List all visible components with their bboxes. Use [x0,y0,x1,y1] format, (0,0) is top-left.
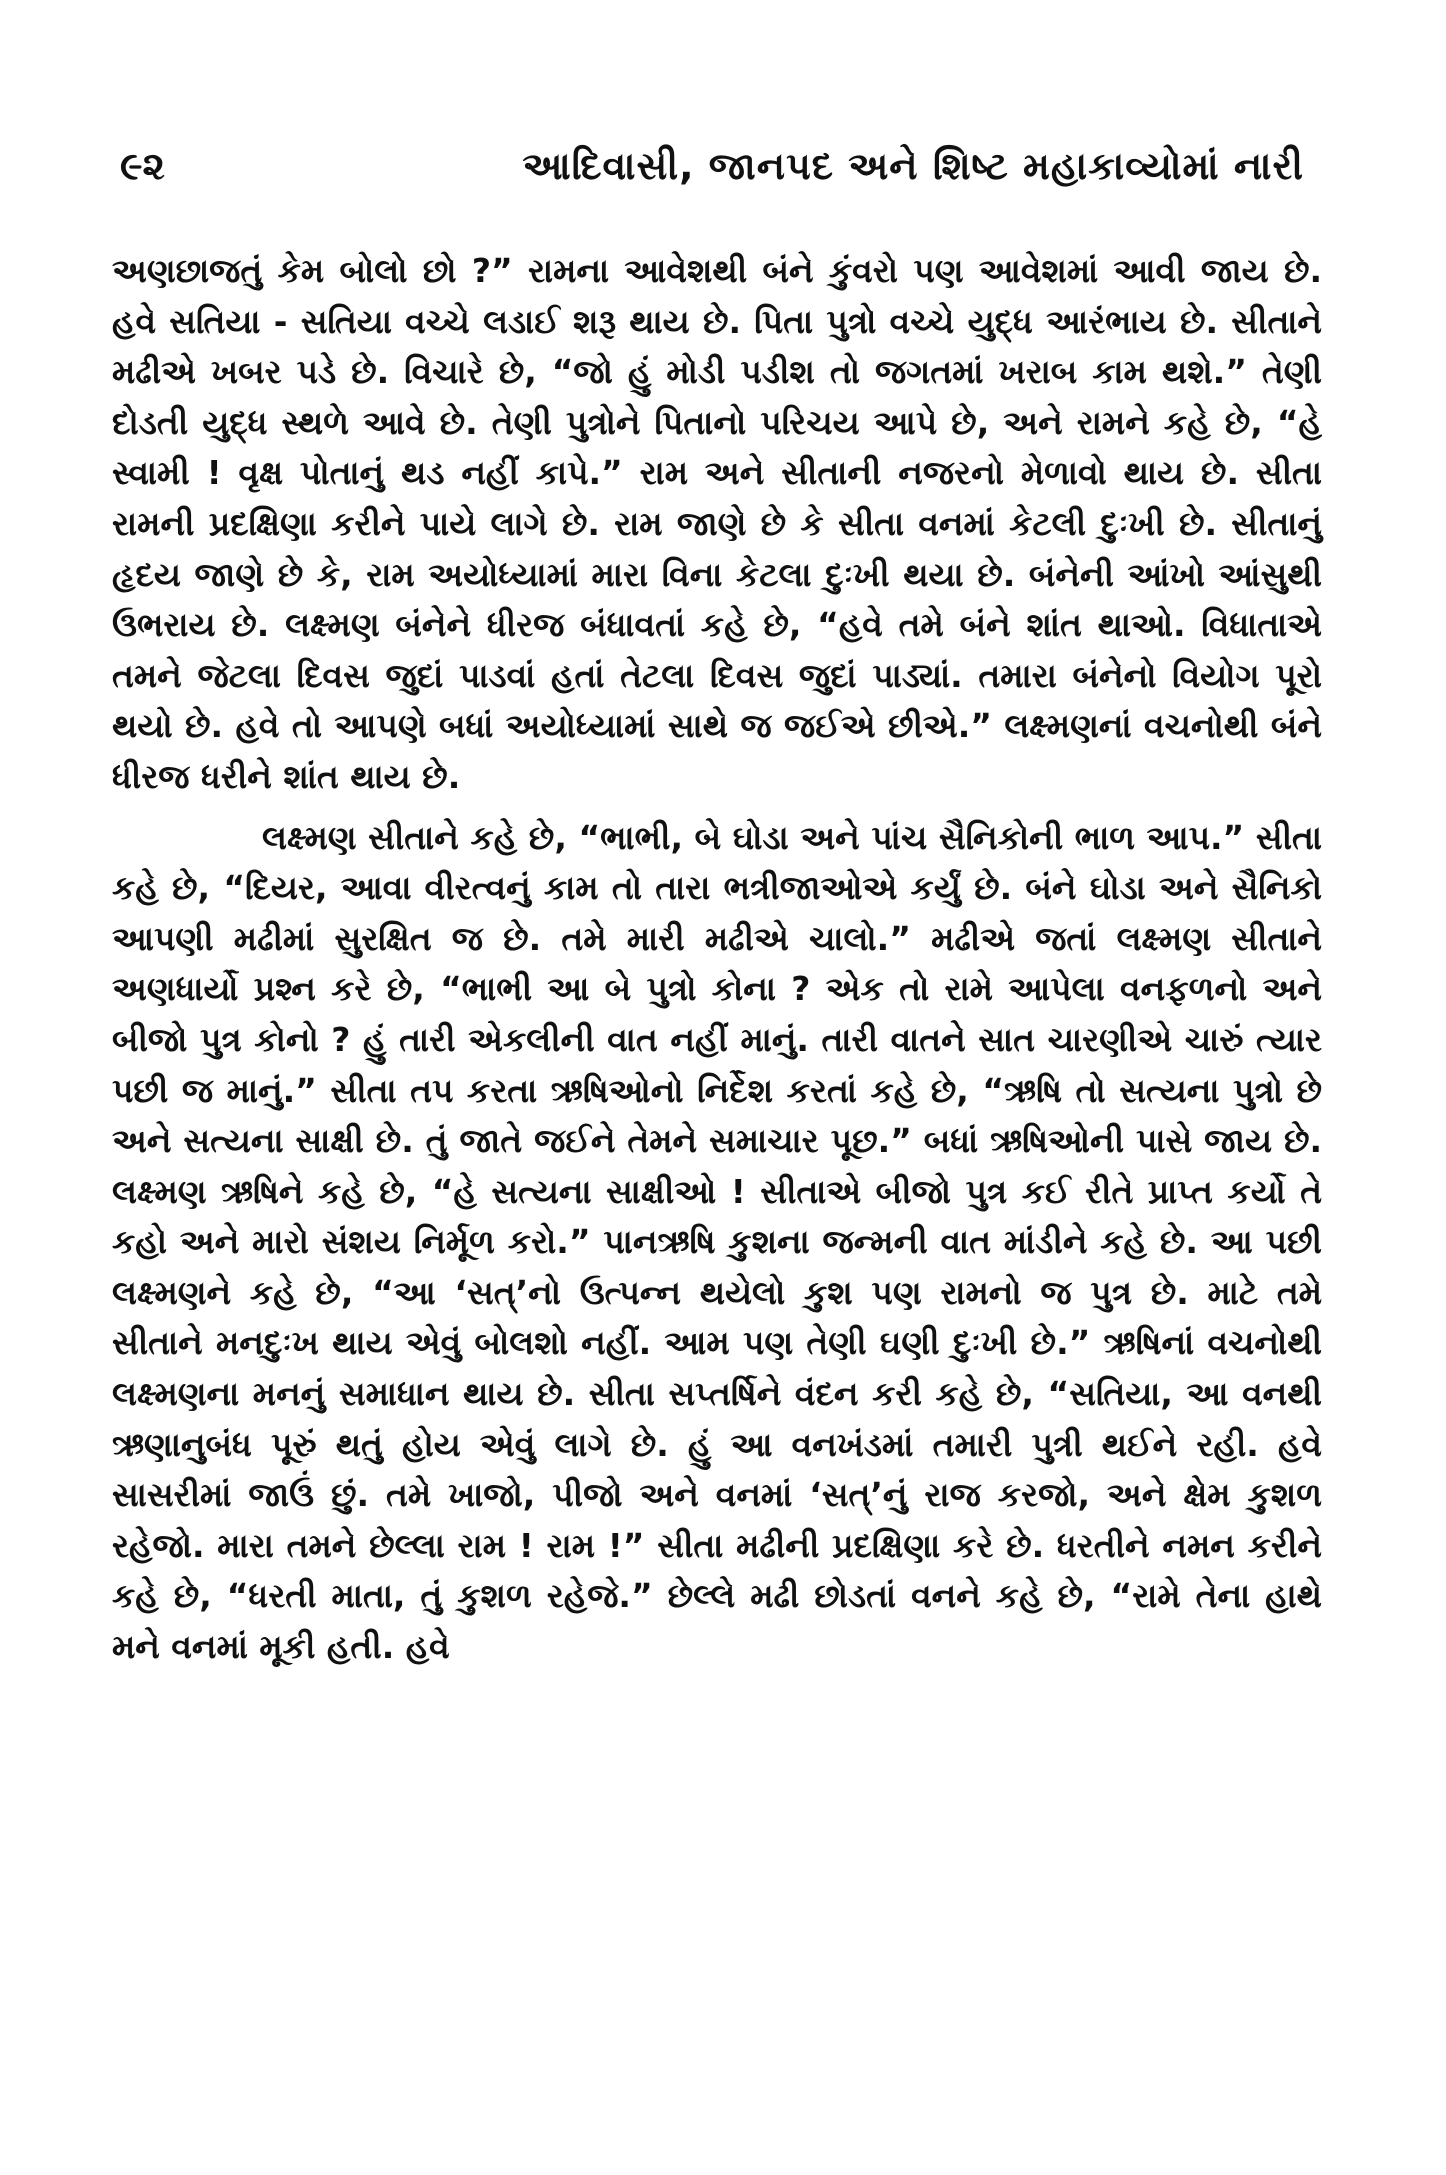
page-number: ૯૨ [120,144,165,188]
running-title: આદિવાસી, જાનપદ અને શિષ્ટ મહાકાવ્યોમાં નારી [522,144,1304,188]
body-paragraph-2: લક્ષ્મણ સીતાને કહે છે, “ભાભી, બે ઘોડા અને પાંચ સૈનિકોની ભાળ આપ.” સીતા કહે છે, “દિયર, આવા વીરત્વનું કામ તો તારા ભત્રીજાઓએ કર્યું છે. બંને ઘોડા અને સૈનિકો આપણી મઢીમાં સુરક્ષિત જ છે. તમે મારી મઢીએ ચાલો.” મઢીએ જતાં લક્ષ્મણ સીતાને અણધાર્યો પ્રશ્ન કરે છે, “ભાભી આ બે પુત્રો કોના ? એક તો રામે આપેલા વનફળનો અને બીજો પુત્ર કોનો ? હું તારી એકલીની વાત નહીં માનું. તારી વાતને સાત ચારણીએ ચારું ત્યાર પછી જ માનું.” સીતા તપ કરતા ઋષિઓનો નિર્દેશ કરતાં કહે છે, “ઋષિ તો સત્યના પુત્રો છે અને સત્યના સાક્ષી છે. તું જાતે જઈને તેમને સમાચાર પૂછ.” બધાં ઋષિઓની પાસે જાય છે. લક્ષ્મણ ઋષિને કહે છે, “હે સત્યના સાક્ષીઓ ! સીતાએ બીજો પુત્ર કઈ રીતે પ્રાપ્ત કર્યો તે કહો અને મારો સંશય નિર્મૂળ કરો.” પાનઋષિ કુશના જન્મની વાત માંડીને કહે છે. આ પછી લક્ષ્મણને કહે છે, “આ ‘સત્’નો ઉત્પન્ન થયેલો કુશ પણ રામનો જ પુત્ર છે. માટે તમે સીતાને મનદુઃખ થાય એવું બોલશો નહીં. આમ પણ તેણી ઘણી દુઃખી છે.” ઋષિનાં વચનોથી લક્ષ્મણના મનનું સમાધાન થાય છે. સીતા સપ્તર્ષિને વંદન કરી કહે છે, “સતિયા, આ વનથી ઋણાનુબંધ પૂરું થતું હોય એવું લાગે છે. હું આ વનખંડમાં તમારી પુત્રી થઈને રહી. હવે સાસરીમાં જાઉં છું. તમે ખાજો, પીજો અને વનમાં ‘સત્’નું રાજ કરજો, અને ક્ષેમ કુશળ રહેજો. મારા તમને છેલ્લા રામ ! રામ !” સીતા મઢીની પ્રદક્ષિણા કરે છે. ધરતીને નમન કરીને કહે છે, “ધરતી માતા, તું કુશળ રહેજે.” છેલ્લે મઢી છોડતાં વનને કહે છે, “રામે તેના હાથે મને વનમાં મૂકી હતી. હવે [112,817,1322,1667]
book-page [112,128,1322,2108]
body-paragraph-1: અણછાજતું કેમ બોલો છો ?” રામના આવેશથી બંને કુંવરો પણ આવેશમાં આવી જાય છે. હવે સતિયા - સતિયા વચ્ચે લડાઈ શરૂ થાય છે. પિતા પુત્રો વચ્ચે યુદ્ધ આરંભાય છે. સીતાને મઢીએ ખબર પડે છે. વિચારે છે, “જો હું મોડી પડીશ તો જગતમાં ખરાબ કામ થશે.” તેણી દોડતી યુદ્ધ સ્થળે આવે છે. તેણી પુત્રોને પિતાનો પરિચય આપે છે, અને રામને કહે છે, “હે સ્વામી ! વૃક્ષ પોતાનું થડ નહીં કાપે.” રામ અને સીતાની નજરનો મેળાવો થાય છે. સીતા રામની પ્રદક્ષિણા કરીને પાયે લાગે છે. રામ જાણે છે કે સીતા વનમાં કેટલી દુઃખી છે. સીતાનું હૃદય જાણે છે કે, રામ અયોધ્યામાં મારા વિના કેટલા દુઃખી થયા છે. બંનેની આંખો આંસુથી ઉભરાય છે. લક્ષ્મણ બંનેને ધીરજ બંધાવતાં કહે છે, “હવે તમે બંને શાંત થાઓ. વિધાતાએ તમને જેટલા દિવસ જુદાં પાડવાં હતાં તેટલા દિવસ જુદાં પાડ્યાં. તમારા બંનેનો વિયોગ પૂરો થયો છે. હવે તો આપણે બધાં અયોધ્યામાં સાથે જ જઈએ છીએ.” લક્ષ્મણનાં વચનોથી બંને ધીરજ ધરીને શાંત થાય છે. [112,251,1322,796]
page-header [112,128,1322,198]
